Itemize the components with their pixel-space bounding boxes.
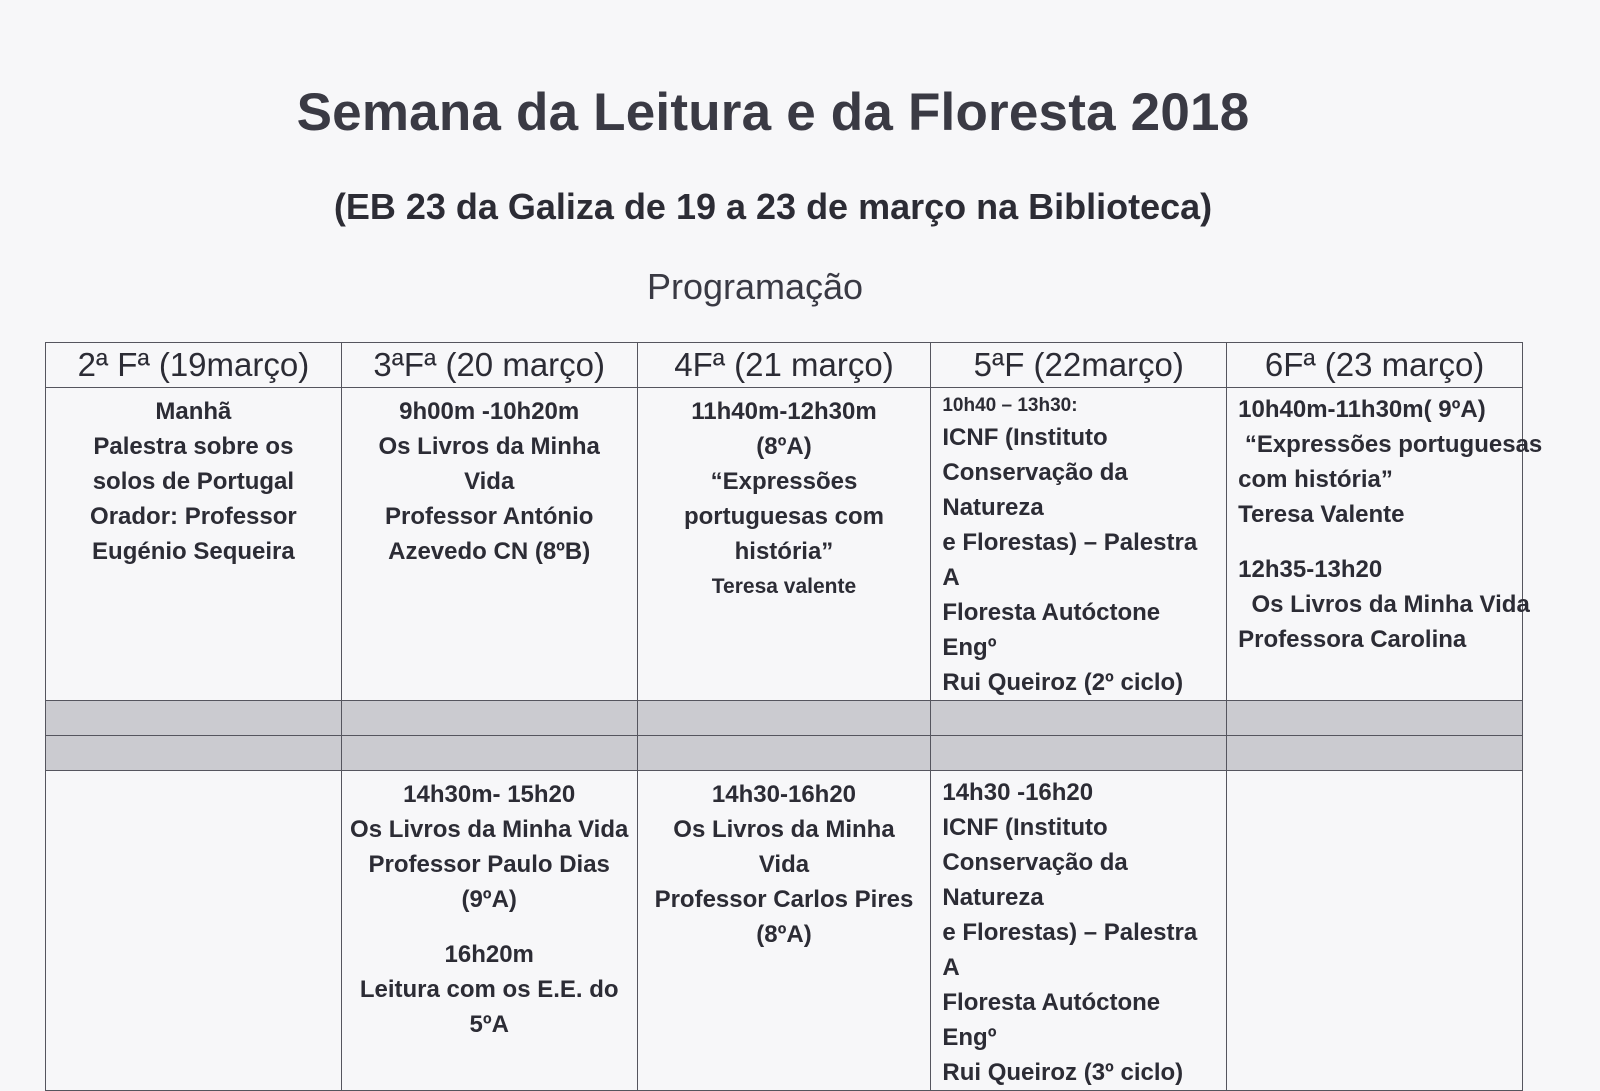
cell-line: 5ºA: [469, 1011, 509, 1038]
cell-tuesday-morning: [341, 388, 637, 701]
cell-line: Orador: Professor: [90, 503, 297, 530]
cell-line: Eugénio Sequeira: [92, 538, 295, 565]
column-header-thursday: 5ªF (22março): [931, 343, 1227, 388]
page-title: Semana da Leitura e da Floresta 2018: [296, 83, 1250, 142]
header-row: [46, 343, 1523, 388]
separator-cell: [46, 736, 342, 771]
cell-thursday-morning: [931, 388, 1227, 701]
cell-line: 10h40 – 13h30:: [942, 395, 1078, 416]
cell-line: Azevedo CN (8ºB): [388, 538, 591, 565]
morning-row: [46, 388, 1523, 701]
cell-friday-afternoon: [1227, 771, 1523, 1091]
cell-line: Floresta Autóctone Engº: [942, 989, 1161, 1051]
cell-line: Professor Carlos Pires: [654, 886, 914, 913]
cell-friday-morning: [1227, 388, 1543, 701]
separator-cell: [931, 736, 1227, 771]
cell-line: 12h35-13h20: [1238, 556, 1383, 583]
cell-line: e Florestas) – Palestra A: [942, 919, 1198, 981]
column-header-monday: 2ª Fª (19março): [46, 343, 342, 388]
cell-line: (9ºA): [461, 886, 517, 913]
cell-line: Leitura com os E.E. do: [359, 976, 619, 1003]
column-header-friday: 6Fª (23 março): [1227, 343, 1523, 388]
cell-line: “Expressões: [710, 468, 858, 495]
column-header-wednesday: 4Fª (21 março): [637, 343, 931, 388]
cell-line: Os Livros da Minha: [378, 433, 600, 460]
cell-line: solos de Portugal: [92, 468, 295, 495]
cell-tuesday-afternoon: [341, 771, 637, 1091]
cell-line: (8ºA): [756, 921, 812, 948]
cell-line: 10h40m-11h30m( 9ºA): [1238, 396, 1486, 423]
cell-line: Conservação da Natureza: [942, 459, 1128, 521]
separator-row: [46, 736, 1523, 771]
section-heading: Programação: [646, 266, 864, 307]
cell-line: Os Livros da Minha Vida: [1238, 591, 1530, 618]
cell-line: história”: [734, 538, 834, 565]
cell-line: Os Livros da Minha: [673, 816, 895, 843]
cell-thursday-afternoon: [931, 771, 1227, 1091]
cell-line: Rui Queiroz (3º ciclo): [942, 1059, 1184, 1086]
separator-cell: [341, 736, 637, 771]
cell-line: (8ºA): [756, 433, 812, 460]
cell-line: Manhã: [155, 398, 232, 425]
cell-line: Os Livros da Minha Vida: [350, 816, 629, 843]
separator-row: [46, 701, 1523, 736]
cell-line: 11h40m-12h30m: [691, 398, 877, 425]
cell-line: 14h30 -16h20: [942, 779, 1094, 806]
separator-cell: [637, 701, 931, 736]
cell-line: 9h00m -10h20m: [399, 398, 580, 425]
separator-cell: [341, 701, 637, 736]
separator-cell: [637, 736, 931, 771]
cell-line: Vida: [464, 468, 515, 495]
separator-cell: [46, 701, 342, 736]
cell-line: Teresa Valente: [1238, 501, 1405, 528]
schedule-table: [45, 342, 1543, 1091]
column-header-tuesday: 3ªFª (20 março): [341, 343, 637, 388]
cell-line: “Expressões portuguesas: [1238, 431, 1543, 458]
cell-monday-morning: [46, 388, 342, 701]
cell-line: e Florestas) – Palestra A: [942, 529, 1198, 591]
afternoon-row: [46, 771, 1523, 1091]
page-subtitle: (EB 23 da Galiza de 19 a 23 de março na Biblioteca): [333, 186, 1213, 227]
cell-line: Palestra sobre os: [93, 433, 294, 460]
cell-line: Professora Carolina: [1238, 626, 1467, 653]
cell-line: 14h30m- 15h20: [403, 781, 576, 808]
cell-line: 16h20m: [444, 941, 534, 968]
separator-cell: [1227, 701, 1523, 736]
cell-line: Rui Queiroz (2º ciclo): [942, 669, 1184, 696]
cell-line: Vida: [758, 851, 810, 878]
cell-line: ICNF (Instituto: [942, 814, 1108, 841]
separator-cell: [1227, 736, 1523, 771]
cell-monday-afternoon: [46, 771, 342, 1091]
cell-line: Professor Paulo Dias: [368, 851, 610, 878]
cell-line: com história”: [1238, 466, 1393, 493]
cell-line: Teresa valente: [711, 575, 857, 598]
separator-cell: [931, 701, 1227, 736]
cell-wednesday-morning: [637, 388, 931, 701]
cell-line: portuguesas com: [683, 503, 884, 530]
cell-wednesday-afternoon: [637, 771, 931, 1091]
cell-line: Floresta Autóctone Engº: [942, 599, 1161, 661]
cell-line: Professor António: [384, 503, 594, 530]
cell-line: Conservação da Natureza: [942, 849, 1128, 911]
cell-line: ICNF (Instituto: [942, 424, 1108, 451]
cell-line: 14h30-16h20: [711, 781, 857, 808]
